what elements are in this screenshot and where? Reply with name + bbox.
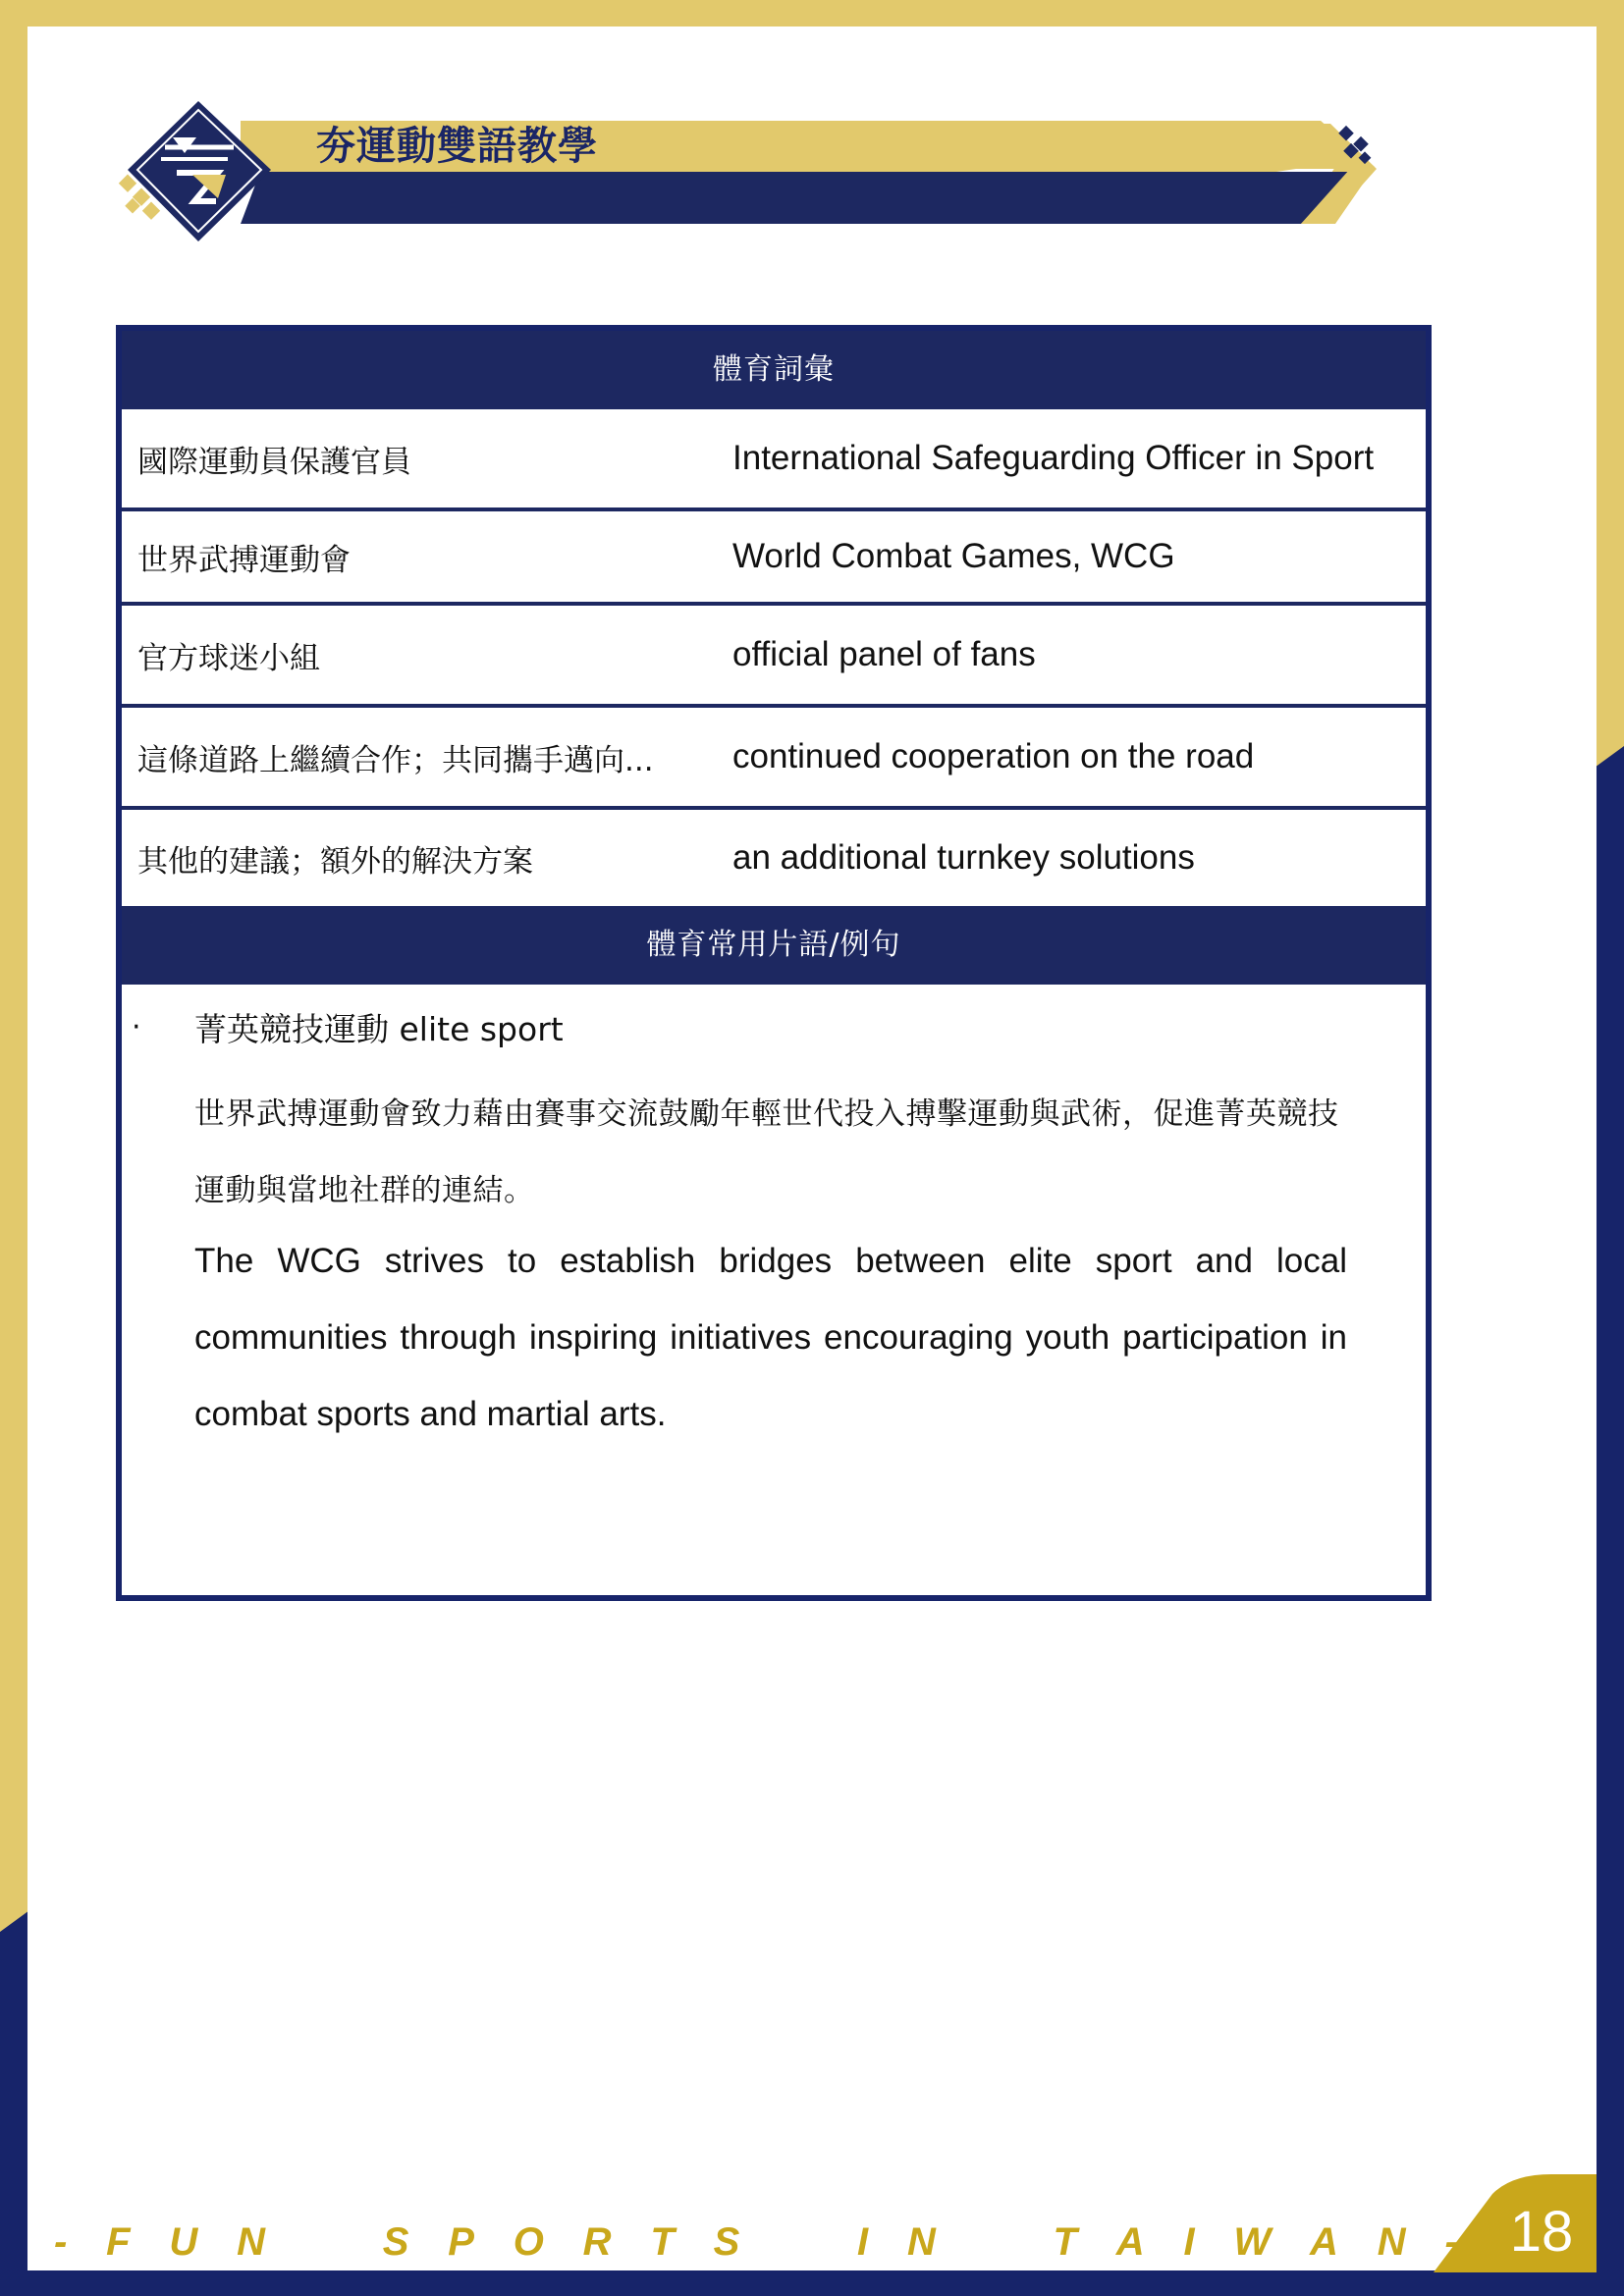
term-english: an additional turnkey solutions bbox=[732, 838, 1195, 877]
bullet-mark: · bbox=[132, 1010, 141, 1044]
slogan-char: T bbox=[1053, 2220, 1077, 2264]
footer-slogan bbox=[54, 2220, 1458, 2265]
slogan-char: S bbox=[713, 2220, 740, 2264]
example-sentence-chinese: 世界武搏運動會致力藉由賽事交流鼓勵年輕世代投入搏擊運動與武術，促進菁英競技運動與當地社群的連結。 bbox=[194, 1096, 1339, 1208]
slogan-char: R bbox=[582, 2220, 612, 2264]
slogan-char: N bbox=[906, 2220, 936, 2264]
table-row bbox=[122, 810, 1426, 906]
term-english: continued cooperation on the road bbox=[732, 737, 1255, 775]
slogan-char: S bbox=[382, 2220, 409, 2264]
slogan-char: U bbox=[169, 2220, 198, 2264]
table-row bbox=[122, 708, 1426, 810]
phrase-title: 菁英競技運動 elite sport bbox=[194, 1010, 564, 1048]
slogan-char: W bbox=[1233, 2220, 1272, 2264]
term-english: World Combat Games, WCG bbox=[732, 537, 1175, 575]
slogan-char: I bbox=[857, 2220, 869, 2264]
slogan-char: - bbox=[1444, 2220, 1458, 2264]
slogan-char: A bbox=[1115, 2220, 1145, 2264]
term-chinese: 官方球迷小組 bbox=[137, 640, 320, 676]
phrases-header: 體育常用片語/例句 bbox=[122, 906, 1426, 985]
slogan-char: T bbox=[650, 2220, 675, 2264]
term-chinese: 這條道路上繼續合作；共同攜手邁向... bbox=[137, 742, 654, 778]
term-chinese: 世界武搏運動會 bbox=[137, 542, 351, 578]
slogan-char: N bbox=[237, 2220, 266, 2264]
table-row bbox=[122, 511, 1426, 606]
vocabulary-header: 體育詞彙 bbox=[122, 331, 1426, 409]
term-english: official panel of fans bbox=[732, 635, 1036, 673]
banner-title: 夯運動雙語教學 bbox=[316, 124, 598, 169]
term-chinese: 國際運動員保護官員 bbox=[137, 444, 411, 480]
header-banner bbox=[0, 0, 1624, 255]
slogan-char: I bbox=[1183, 2220, 1195, 2264]
slogan-char: O bbox=[513, 2220, 544, 2264]
example-sentence-english: The WCG strives to establish bridges between elite sport and local communities through inspiring initiatives encouraging youth participation in combat sports and martial arts. bbox=[194, 1242, 1347, 1433]
term-chinese: 其他的建議；額外的解決方案 bbox=[137, 843, 533, 880]
table-row bbox=[122, 409, 1426, 511]
slogan-char: P bbox=[448, 2220, 474, 2264]
table-row bbox=[122, 606, 1426, 708]
term-english: International Safeguarding Officer in Sport bbox=[732, 439, 1375, 477]
slogan-char: - bbox=[54, 2220, 68, 2264]
slogan-char: A bbox=[1310, 2220, 1338, 2264]
slogan-char: N bbox=[1377, 2220, 1406, 2264]
page-number: 18 bbox=[1509, 2200, 1574, 2264]
banner-navy-band bbox=[241, 172, 1350, 224]
slogan-char: F bbox=[106, 2220, 131, 2264]
